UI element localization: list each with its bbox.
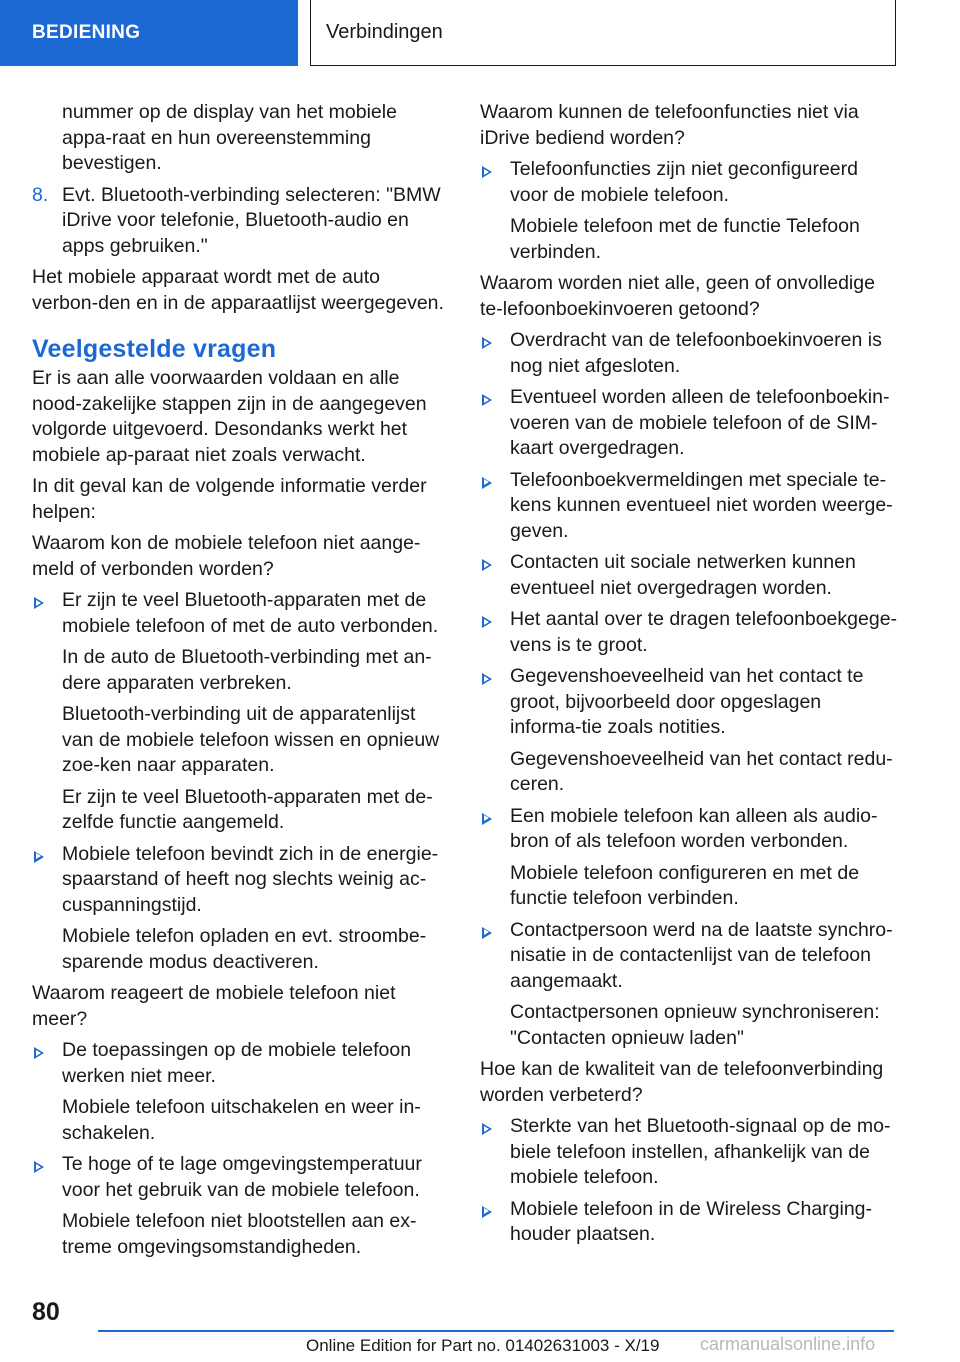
bullet-text: Gegevenshoeveelheid van het contact te groot, bijvoorbeeld door opgeslagen informa-tie zoals notities.	[510, 665, 864, 738]
triangle-bullet-icon	[482, 616, 492, 628]
left-column	[32, 100, 450, 1266]
bullet-text: De toepassingen op de mobiele telefoon werken niet meer.	[62, 1039, 412, 1087]
footer-divider	[98, 1330, 894, 1332]
bullet-item	[480, 804, 898, 855]
paragraph: Waarom reageert de mobiele telefoon niet meer?	[32, 982, 396, 1030]
indented-paragraph: In de auto de Bluetooth-verbinding met an-dere apparaten verbreken.	[62, 646, 432, 694]
bullet-text: Mobiele telefoon in de Wireless Charging-houder plaatsen.	[510, 1197, 873, 1245]
indented-paragraph: Mobiele telefon opladen en evt. stroombe-sparende modus deactiveren.	[62, 925, 427, 973]
paragraph: Waarom kunnen de telefoonfuncties niet via iDrive bediend worden?	[480, 101, 859, 149]
numbered-step	[32, 183, 450, 260]
paragraph: Waarom worden niet alle, geen of onvolledige te-lefoonboekinvoeren getoond?	[480, 272, 875, 320]
indented-paragraph: Mobiele telefoon niet blootstellen aan ex-treme omgevingsomstandigheden.	[62, 1210, 417, 1258]
indented-paragraph: Contactpersonen opnieuw synchroniseren: "Contacten opnieuw laden"	[510, 1001, 880, 1049]
indented-paragraph: nummer op de display van het mobiele appa-raat en hun overeenstemming bevestigen.	[62, 101, 397, 174]
triangle-bullet-icon	[482, 337, 492, 349]
triangle-bullet-icon	[34, 1161, 44, 1173]
bullet-item	[480, 1114, 898, 1191]
bullet-text: Te hoge of te lage omgevingstemperatuur voor het gebruik van de mobiele telefoon.	[62, 1153, 422, 1201]
bullet-item	[32, 1152, 450, 1203]
paragraph: Het mobiele apparaat wordt met de auto verbon-den en in de apparaatlijst weergegeven.	[32, 266, 444, 314]
triangle-bullet-icon	[34, 597, 44, 609]
bullet-text: Contactpersoon werd na de laatste synchro-nisatie in de contactenlijst van de telefoon aangemaakt.	[510, 918, 893, 992]
right-column	[480, 100, 898, 1254]
page-header	[0, 0, 960, 66]
bullet-item	[32, 842, 450, 919]
paragraph: Er is aan alle voorwaarden voldaan en alle nood-zakelijke stappen zijn in de aangegeven volgorde uitgevoerd. Desondanks werkt het mobiele ap-paraat niet zoals verwacht.	[32, 367, 427, 466]
chapter-title: Verbindingen	[310, 0, 896, 66]
paragraph: Waarom kon de mobiele telefoon niet aange-meld of verbonden worden?	[32, 532, 421, 580]
paragraph: Hoe kan de kwaliteit van de telefoonverbinding worden verbeterd?	[480, 1058, 884, 1106]
watermark: carmanualsonline.info	[700, 1334, 876, 1354]
triangle-bullet-icon	[482, 559, 492, 571]
bullet-text: Sterkte van het Bluetooth-signaal op de mo-biele telefoon instellen, afhankelijk van de mobiele telefoon.	[510, 1115, 891, 1188]
section-heading: Veelgestelde vragen	[32, 335, 277, 363]
bullet-item	[480, 1197, 898, 1248]
bullet-item	[480, 385, 898, 462]
bullet-text: Telefoonfuncties zijn niet geconfigureerd voor de mobiele telefoon.	[510, 158, 858, 206]
bullet-text: Een mobiele telefoon kan alleen als audio-bron of als telefoon worden verbonden.	[510, 804, 878, 852]
bullet-item	[480, 468, 898, 545]
indented-paragraph: Mobiele telefoon met de functie Telefoon verbinden.	[510, 215, 860, 263]
indented-paragraph: Er zijn te veel Bluetooth-apparaten met de-zelfde functie aangemeld.	[62, 785, 433, 833]
bullet-item	[480, 550, 898, 601]
bullet-item	[32, 1038, 450, 1089]
indented-paragraph: Mobiele telefoon configureren en met de functie telefoon verbinden.	[510, 861, 860, 909]
bullet-text: Er zijn te veel Bluetooth-apparaten met de mobiele telefoon of met de auto verbonden.	[62, 589, 439, 637]
step-text: Evt. Bluetooth-verbinding selecteren: "BMW iDrive voor telefonie, Bluetooth-audio en apps gebruiken."	[62, 183, 441, 257]
bullet-item	[480, 328, 898, 379]
bullet-item	[32, 588, 450, 639]
triangle-bullet-icon	[482, 673, 492, 685]
bullet-text: Mobiele telefoon bevindt zich in de energie-spaarstand of heeft nog slechts weinig ac-cuspanningstijd.	[62, 842, 439, 916]
step-number: 8.	[32, 183, 49, 206]
triangle-bullet-icon	[482, 813, 492, 825]
bullet-text: Eventueel worden alleen de telefoonboekin-voeren van de mobiele telefoon of de SIM-kaart overgedragen.	[510, 386, 890, 459]
indented-paragraph: Bluetooth-verbinding uit de apparatenlijst van de mobiele telefoon wissen en opnieuw zoe-ken naar apparaten.	[62, 703, 440, 776]
page-number: 80	[32, 1298, 60, 1326]
bullet-item	[480, 157, 898, 208]
triangle-bullet-icon	[482, 477, 492, 489]
bullet-text: Telefoonboekvermeldingen met speciale te-kens kunnen eventueel niet worden weerge-geven.	[510, 468, 893, 542]
triangle-bullet-icon	[482, 927, 492, 939]
indented-paragraph: Gegevenshoeveelheid van het contact redu-ceren.	[510, 747, 893, 795]
paragraph: In dit geval kan de volgende informatie verder helpen:	[32, 475, 427, 523]
section-tab: BEDIENING	[0, 0, 298, 66]
edition-note: Online Edition for Part no. 01402631003 - X/19	[306, 1336, 660, 1355]
triangle-bullet-icon	[482, 1123, 492, 1135]
bullet-item	[480, 918, 898, 995]
bullet-text: Contacten uit sociale netwerken kunnen eventueel niet overgedragen worden.	[510, 551, 856, 599]
triangle-bullet-icon	[482, 1206, 492, 1218]
bullet-text: Overdracht van de telefoonboekinvoeren is nog niet afgesloten.	[510, 329, 882, 377]
bullet-item	[480, 664, 898, 741]
triangle-bullet-icon	[34, 1047, 44, 1059]
triangle-bullet-icon	[482, 394, 492, 406]
bullet-text: Het aantal over te dragen telefoonboekgege-vens is te groot.	[510, 608, 898, 656]
triangle-bullet-icon	[482, 166, 492, 178]
triangle-bullet-icon	[34, 851, 44, 863]
bullet-item	[480, 607, 898, 658]
indented-paragraph: Mobiele telefoon uitschakelen en weer in-schakelen.	[62, 1096, 421, 1144]
